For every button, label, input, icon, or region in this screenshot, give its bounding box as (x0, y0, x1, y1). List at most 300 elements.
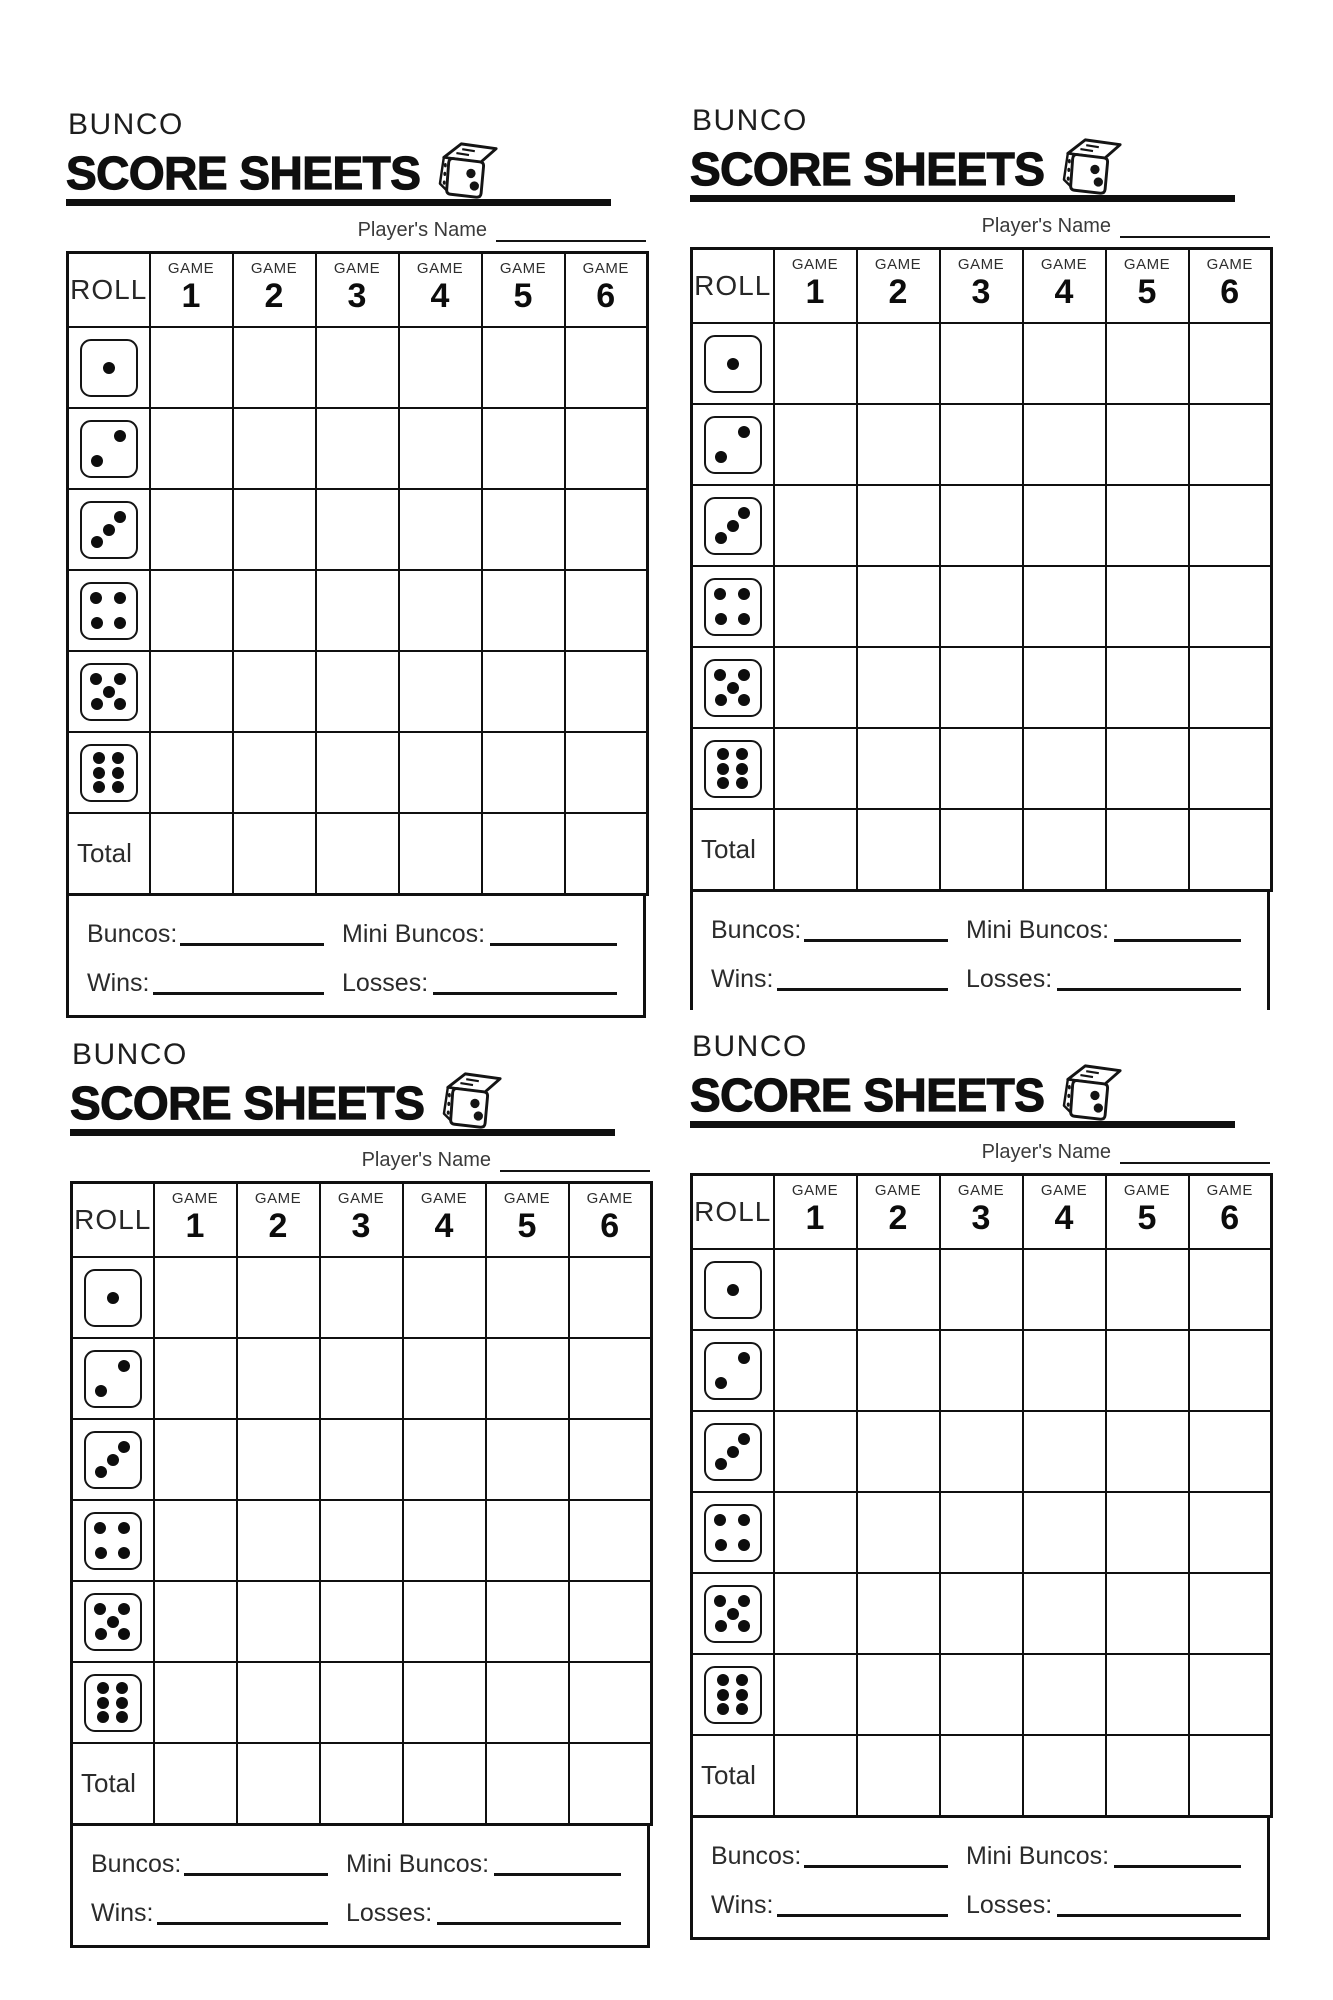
losses-line (437, 1922, 621, 1925)
dice-icon (436, 1070, 510, 1132)
score-cell (774, 1411, 857, 1492)
score-cell (774, 1330, 857, 1411)
score-cell (403, 1581, 486, 1662)
dice-row-6 (68, 732, 648, 813)
mini-buncos-line (490, 943, 617, 946)
score-cell (569, 1419, 652, 1500)
total-cell (857, 809, 940, 891)
total-cell (569, 1743, 652, 1825)
score-cell (237, 1257, 320, 1338)
brand-text: BUNCO (68, 108, 184, 141)
score-cell (316, 489, 399, 570)
total-cell (154, 1743, 237, 1825)
score-cell (1106, 1249, 1189, 1330)
die-2-icon (84, 1350, 142, 1408)
game-number: 1 (181, 277, 201, 315)
dice-icon (1056, 1062, 1130, 1124)
losses-label: Losses: (966, 1891, 1053, 1919)
score-cell (320, 1338, 403, 1419)
score-cell (1189, 485, 1272, 566)
score-cell (1189, 404, 1272, 485)
sheet-header (690, 106, 1270, 202)
tally-row-2 (91, 1896, 621, 1926)
score-cell (150, 408, 233, 489)
game-5-header (1106, 1175, 1189, 1250)
game-4-header (399, 253, 482, 328)
die-4-icon (704, 578, 762, 636)
score-cell (940, 1249, 1023, 1330)
game-label: GAME (1206, 1182, 1253, 1199)
dice-row-2 (72, 1338, 652, 1419)
dice-row-4 (692, 566, 1272, 647)
score-cell (150, 327, 233, 408)
player-name-label: Player's Name (361, 1149, 491, 1171)
total-cell (482, 813, 565, 895)
die-3-icon (84, 1431, 142, 1489)
game-6-header (1189, 249, 1272, 324)
losses-label: Losses: (966, 965, 1053, 993)
tally-row-1 (711, 1839, 1241, 1869)
die-3-icon (704, 1423, 762, 1481)
score-cell (1023, 323, 1106, 404)
die-2-icon (704, 416, 762, 474)
dice-row-3 (692, 485, 1272, 566)
dice-row-1 (68, 327, 648, 408)
score-cell (399, 408, 482, 489)
score-cell (486, 1257, 569, 1338)
score-cell (569, 1257, 652, 1338)
game-number: 1 (185, 1207, 205, 1245)
die-2-icon (704, 1342, 762, 1400)
score-cell (1189, 728, 1272, 809)
score-table (690, 1173, 1273, 1818)
game-number: 1 (805, 273, 825, 311)
game-number: 4 (1054, 273, 1074, 311)
die-1-icon (84, 1269, 142, 1327)
score-cell (403, 1662, 486, 1743)
total-cell (233, 813, 316, 895)
dice-row-5 (72, 1581, 652, 1662)
score-cell (940, 485, 1023, 566)
brand-text: BUNCO (692, 1030, 808, 1063)
dice-icon (432, 140, 506, 202)
player-name-label: Player's Name (981, 215, 1111, 237)
score-cell (233, 570, 316, 651)
dice-row-6 (72, 1662, 652, 1743)
game-label: GAME (1123, 1182, 1171, 1199)
total-cell (403, 1743, 486, 1825)
die-3-icon (80, 501, 138, 559)
score-cell (569, 1662, 652, 1743)
score-cell (1023, 1573, 1106, 1654)
game-number: 6 (596, 277, 616, 315)
game-label: GAME (582, 260, 629, 277)
buncos-line (804, 939, 948, 942)
score-cell (482, 408, 565, 489)
dice-row-3 (68, 489, 648, 570)
score-cell (320, 1581, 403, 1662)
dice-row-3 (72, 1419, 652, 1500)
score-cell (774, 485, 857, 566)
game-1-header (774, 249, 857, 324)
wins-line (777, 1914, 949, 1917)
die-5-icon (84, 1593, 142, 1651)
score-cell (403, 1500, 486, 1581)
score-cell (482, 327, 565, 408)
tally-box (690, 1818, 1270, 1940)
game-number: 5 (513, 277, 533, 315)
score-cell (1189, 1654, 1272, 1735)
score-cell (482, 570, 565, 651)
total-cell (774, 809, 857, 891)
score-cell (399, 651, 482, 732)
score-cell (237, 1338, 320, 1419)
score-cell (154, 1662, 237, 1743)
total-label: Total (692, 1735, 774, 1817)
score-cell (1023, 1330, 1106, 1411)
total-cell (1106, 809, 1189, 891)
score-cell (316, 408, 399, 489)
player-name-row (690, 216, 1270, 236)
score-cell (482, 732, 565, 813)
game-4-header (1023, 249, 1106, 324)
score-cell (403, 1419, 486, 1500)
game-label: GAME (586, 1190, 633, 1207)
score-cell (774, 1573, 857, 1654)
score-cell (154, 1419, 237, 1500)
score-sheet (70, 1018, 650, 1927)
mini-buncos-line (1114, 1865, 1241, 1868)
score-cell (940, 404, 1023, 485)
wins-line (157, 1922, 329, 1925)
score-cell (150, 489, 233, 570)
die-6-icon (704, 740, 762, 798)
title-underline (66, 199, 611, 206)
score-sheet (66, 88, 646, 997)
score-cell (237, 1500, 320, 1581)
game-label: GAME (254, 1190, 302, 1207)
table-header-row (72, 1183, 652, 1258)
losses-line (433, 992, 617, 995)
score-cell (233, 651, 316, 732)
tally-row-1 (87, 917, 617, 947)
dice-row-3 (692, 1411, 1272, 1492)
score-cell (1106, 728, 1189, 809)
score-cell (399, 732, 482, 813)
score-cell (565, 408, 648, 489)
score-cell (940, 323, 1023, 404)
score-cell (237, 1581, 320, 1662)
score-cell (940, 1573, 1023, 1654)
score-cell (857, 1573, 940, 1654)
score-cell (857, 1492, 940, 1573)
die-1-icon (704, 335, 762, 393)
die-6-icon (704, 1666, 762, 1724)
total-cell (486, 1743, 569, 1825)
game-label: GAME (250, 260, 298, 277)
score-table (70, 1181, 653, 1826)
score-cell (237, 1662, 320, 1743)
score-cell (1106, 404, 1189, 485)
title-underline (690, 195, 1235, 202)
game-2-header (857, 249, 940, 324)
losses-label: Losses: (346, 1899, 433, 1927)
score-cell (320, 1662, 403, 1743)
total-cell (150, 813, 233, 895)
buncos-label: Buncos: (711, 1842, 802, 1870)
game-label: GAME (957, 1182, 1005, 1199)
score-cell (1106, 1654, 1189, 1735)
game-number: 3 (971, 273, 991, 311)
score-cell (399, 489, 482, 570)
game-3-header (940, 249, 1023, 324)
game-label: GAME (503, 1190, 551, 1207)
score-cell (233, 408, 316, 489)
score-cell (486, 1500, 569, 1581)
score-cell (940, 566, 1023, 647)
mini-buncos-label: Mini Buncos: (966, 1842, 1110, 1870)
buncos-line (804, 1865, 948, 1868)
roll-header: ROLL (692, 1175, 774, 1250)
game-number: 3 (347, 277, 367, 315)
dice-row-5 (692, 1573, 1272, 1654)
player-name-line (1120, 236, 1270, 238)
score-table (66, 251, 649, 896)
mini-buncos-label: Mini Buncos: (342, 920, 486, 948)
dice-row-4 (692, 1492, 1272, 1573)
score-cell (1189, 1411, 1272, 1492)
roll-header: ROLL (692, 249, 774, 324)
game-number: 4 (434, 1207, 454, 1245)
player-name-row (690, 1142, 1270, 1162)
score-sheet (690, 84, 1270, 993)
game-label: GAME (874, 1182, 922, 1199)
game-label: GAME (957, 256, 1005, 273)
game-number: 2 (264, 277, 284, 315)
total-cell (320, 1743, 403, 1825)
score-cell (1023, 566, 1106, 647)
buncos-label: Buncos: (91, 1850, 182, 1878)
score-table (690, 247, 1273, 892)
score-cell (565, 732, 648, 813)
game-number: 6 (600, 1207, 620, 1245)
dice-row-2 (692, 404, 1272, 485)
wins-label: Wins: (91, 1899, 154, 1927)
score-cell (1023, 1411, 1106, 1492)
game-number: 6 (1220, 273, 1240, 311)
score-cell (320, 1257, 403, 1338)
game-1-header (774, 1175, 857, 1250)
dice-row-5 (692, 647, 1272, 728)
mini-buncos-label: Mini Buncos: (966, 916, 1110, 944)
tally-box (66, 896, 646, 1018)
score-cell (1189, 1249, 1272, 1330)
score-cell (1106, 1330, 1189, 1411)
mini-buncos-line (1114, 939, 1241, 942)
score-cell (403, 1257, 486, 1338)
score-cell (774, 566, 857, 647)
tally-row-1 (91, 1847, 621, 1877)
game-label: GAME (791, 1182, 839, 1199)
score-cell (1189, 323, 1272, 404)
sheet-header (66, 110, 646, 206)
score-cell (857, 1411, 940, 1492)
score-cell (1023, 485, 1106, 566)
game-3-header (320, 1183, 403, 1258)
player-name-row (70, 1150, 650, 1170)
game-number: 2 (268, 1207, 288, 1245)
sheet-header (70, 1040, 650, 1136)
wins-line (777, 988, 949, 991)
game-number: 5 (1137, 273, 1157, 311)
score-cell (1189, 1573, 1272, 1654)
buncos-line (184, 1873, 328, 1876)
table-header-row (692, 1175, 1272, 1250)
wins-label: Wins: (87, 969, 150, 997)
game-label: GAME (416, 260, 464, 277)
player-name-label: Player's Name (357, 219, 487, 241)
score-cell (1189, 647, 1272, 728)
title-underline (70, 1129, 615, 1136)
score-cell (486, 1581, 569, 1662)
score-cell (1106, 485, 1189, 566)
score-cell (1023, 1654, 1106, 1735)
game-label: GAME (167, 260, 215, 277)
score-cell (569, 1581, 652, 1662)
game-6-header (565, 253, 648, 328)
total-cell (1023, 809, 1106, 891)
die-5-icon (80, 663, 138, 721)
score-cell (1106, 1492, 1189, 1573)
wins-label: Wins: (711, 965, 774, 993)
game-5-header (486, 1183, 569, 1258)
score-cell (233, 327, 316, 408)
die-3-icon (704, 497, 762, 555)
total-cell (1106, 1735, 1189, 1817)
game-number: 1 (805, 1199, 825, 1237)
score-cell (486, 1338, 569, 1419)
score-cell (774, 1492, 857, 1573)
dice-row-5 (68, 651, 648, 732)
game-2-header (857, 1175, 940, 1250)
roll-header: ROLL (68, 253, 150, 328)
score-cell (857, 1249, 940, 1330)
score-cell (774, 1654, 857, 1735)
tally-row-2 (87, 966, 617, 996)
score-cell (403, 1338, 486, 1419)
score-cell (316, 732, 399, 813)
mini-buncos-line (494, 1873, 621, 1876)
die-4-icon (84, 1512, 142, 1570)
total-row (72, 1743, 652, 1825)
title-underline (690, 1121, 1235, 1128)
score-cell (1106, 647, 1189, 728)
score-cell (774, 647, 857, 728)
tally-row-2 (711, 962, 1241, 992)
game-number: 2 (888, 1199, 908, 1237)
player-name-line (500, 1170, 650, 1172)
score-cell (1023, 647, 1106, 728)
die-1-icon (704, 1261, 762, 1319)
total-label: Total (692, 809, 774, 891)
score-cell (316, 651, 399, 732)
score-cell (482, 489, 565, 570)
losses-line (1057, 1914, 1241, 1917)
player-name-label: Player's Name (981, 1141, 1111, 1163)
sheet-title: SCORE SHEETS (690, 143, 1045, 195)
score-cell (857, 404, 940, 485)
game-5-header (482, 253, 565, 328)
total-cell (940, 1735, 1023, 1817)
total-label: Total (68, 813, 150, 895)
game-label: GAME (337, 1190, 385, 1207)
total-cell (1023, 1735, 1106, 1817)
score-cell (1189, 566, 1272, 647)
score-cell (565, 570, 648, 651)
score-cell (940, 1492, 1023, 1573)
score-cell (569, 1500, 652, 1581)
die-2-icon (80, 420, 138, 478)
buncos-label: Buncos: (87, 920, 178, 948)
score-cell (399, 327, 482, 408)
dice-row-1 (72, 1257, 652, 1338)
score-cell (399, 570, 482, 651)
score-cell (940, 1330, 1023, 1411)
dice-row-4 (72, 1500, 652, 1581)
game-4-header (403, 1183, 486, 1258)
losses-line (1057, 988, 1241, 991)
score-cell (1106, 1573, 1189, 1654)
score-cell (1106, 1411, 1189, 1492)
game-1-header (154, 1183, 237, 1258)
score-cell (154, 1500, 237, 1581)
score-cell (857, 728, 940, 809)
score-cell (1023, 404, 1106, 485)
die-6-icon (84, 1674, 142, 1732)
game-label: GAME (499, 260, 547, 277)
score-cell (154, 1257, 237, 1338)
brand-text: BUNCO (692, 104, 808, 137)
player-name-line (496, 240, 646, 242)
score-cell (233, 732, 316, 813)
game-number: 6 (1220, 1199, 1240, 1237)
score-cell (320, 1500, 403, 1581)
sheet-header (690, 1032, 1270, 1128)
score-cell (774, 404, 857, 485)
game-label: GAME (171, 1190, 219, 1207)
total-cell (774, 1735, 857, 1817)
dice-row-1 (692, 1249, 1272, 1330)
die-5-icon (704, 659, 762, 717)
game-3-header (940, 1175, 1023, 1250)
sheet-title: SCORE SHEETS (66, 147, 421, 199)
game-6-header (1189, 1175, 1272, 1250)
score-cell (150, 651, 233, 732)
score-cell (320, 1419, 403, 1500)
score-cell (1023, 1249, 1106, 1330)
dice-row-2 (68, 408, 648, 489)
game-3-header (316, 253, 399, 328)
game-number: 4 (1054, 1199, 1074, 1237)
score-cell (857, 566, 940, 647)
total-row (692, 809, 1272, 891)
game-number: 2 (888, 273, 908, 311)
game-label: GAME (791, 256, 839, 273)
game-number: 5 (1137, 1199, 1157, 1237)
score-cell (486, 1419, 569, 1500)
score-cell (1189, 1492, 1272, 1573)
score-cell (154, 1581, 237, 1662)
